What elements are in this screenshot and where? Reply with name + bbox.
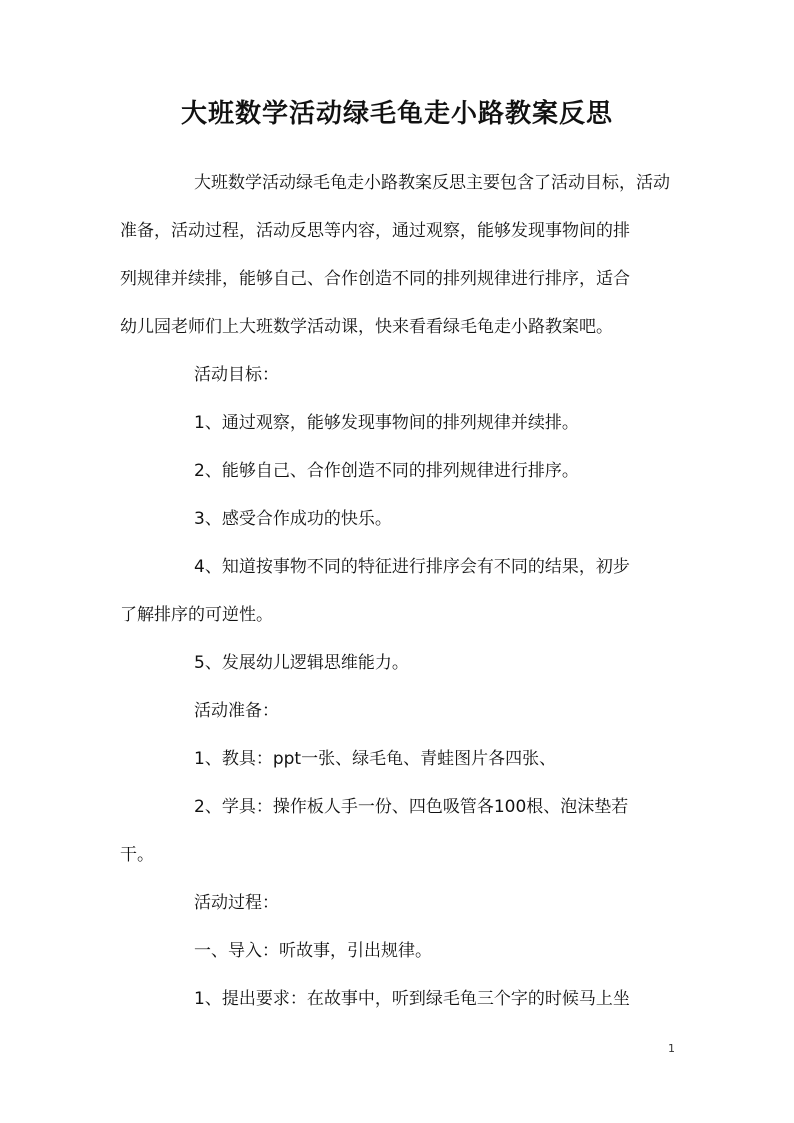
process-heading: 活动过程： — [194, 893, 279, 913]
page-number: 1 — [668, 1042, 675, 1055]
document-title: 大班数学活动绿毛龟走小路教案反思 — [180, 99, 613, 129]
goal-item-2: 2、能够自己、合作创造不同的排列规律进行排序。 — [194, 461, 579, 481]
goal-item-1: 1、通过观察，能够发现事物间的排列规律并续排。 — [194, 413, 579, 433]
process-section-1: 一、导入：听故事，引出规律。 — [194, 941, 432, 961]
intro-line-2: 准备，活动过程，活动反思等内容，通过观察，能够发现事物间的排 — [120, 221, 630, 241]
prep-item-1: 1、教具：ppt一张、绿毛龟、青蛙图片各四张、 — [194, 749, 557, 769]
prep-item-2-line-1: 2、学具：操作板人手一份、四色吸管各100根、泡沫垫若 — [194, 797, 629, 817]
goals-heading: 活动目标： — [194, 365, 279, 385]
prep-heading: 活动准备： — [194, 701, 279, 721]
goal-item-4-line-2: 了解排序的可逆性。 — [120, 605, 273, 625]
intro-line-4: 幼儿园老师们上大班数学活动课，快来看看绿毛龟走小路教案吧。 — [120, 317, 613, 337]
prep-item-2-line-2: 干。 — [120, 845, 154, 865]
goal-item-3: 3、感受合作成功的快乐。 — [194, 509, 392, 529]
goal-item-5: 5、发展幼儿逻辑思维能力。 — [194, 653, 409, 673]
goal-item-4-line-1: 4、知道按事物不同的特征进行排序会有不同的结果，初步 — [194, 557, 630, 577]
process-item-1-line-1: 1、提出要求：在故事中，听到绿毛龟三个字的时候马上坐 — [194, 989, 630, 1009]
intro-line-3: 列规律并续排，能够自己、合作创造不同的排列规律进行排序，适合 — [120, 269, 630, 289]
intro-line-1: 大班数学活动绿毛龟走小路教案反思主要包含了活动目标，活动 — [194, 173, 670, 193]
